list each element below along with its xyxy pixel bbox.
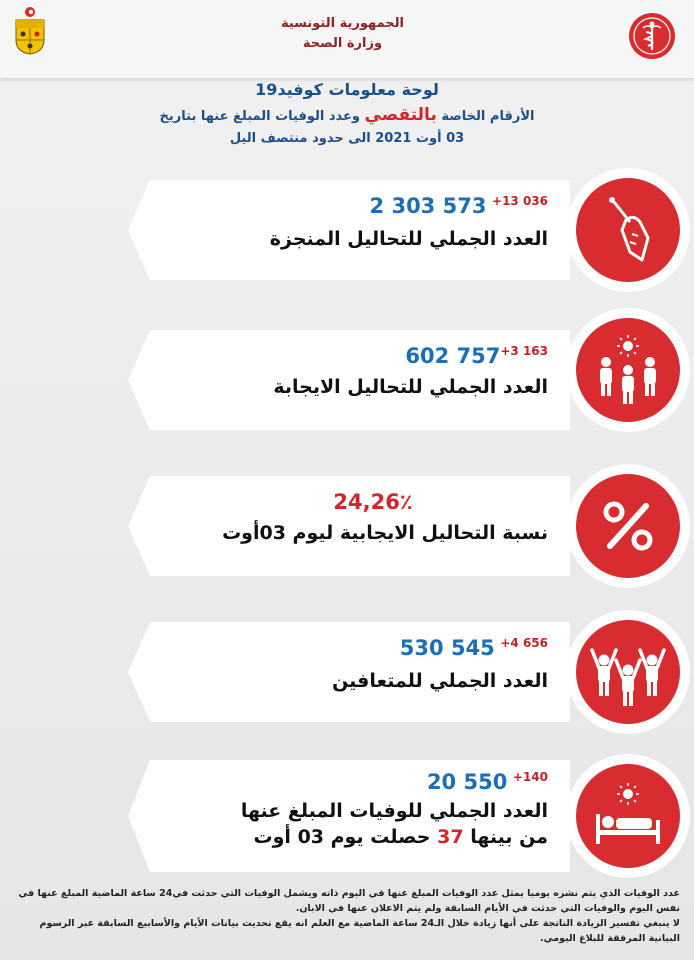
icon-circle <box>566 168 690 292</box>
page-title: لوحة معلومات كوفيد19 <box>255 80 439 99</box>
subtitle <box>0 105 694 125</box>
total-tests-increase: +13 036 <box>492 194 548 208</box>
positive-tests-label: العدد الجملي للتحاليل الايجابة <box>273 376 548 398</box>
republic-name: الجمهورية التونسية <box>280 16 404 31</box>
value-line <box>158 344 548 368</box>
icon-circle <box>566 308 690 432</box>
card-positive-tests <box>128 330 570 430</box>
deaths-label-number: 37 <box>437 826 464 848</box>
positivity-rate-label: نسبة التحاليل الايجابية ليوم 03أوت <box>222 522 548 544</box>
recovered-label: العدد الجملي للمتعافين <box>332 670 548 692</box>
positive-tests-value: 602 757 <box>405 344 501 368</box>
recovered-value: 530 545 <box>399 636 495 660</box>
card-positivity-rate <box>128 476 570 576</box>
hospital-bed-icon <box>576 764 680 868</box>
deaths-value: 20 550 <box>426 770 508 794</box>
card-content <box>158 770 548 850</box>
deaths-label <box>158 798 548 850</box>
tunisia-emblem-icon <box>12 4 48 56</box>
title-block <box>0 78 694 146</box>
icon-circle <box>566 754 690 878</box>
total-tests-label: العدد الجملي للتحاليل المنجزة <box>269 228 548 250</box>
positive-tests-increase: +3 163 <box>500 344 548 358</box>
positivity-rate-value: 24,26٪ <box>333 490 413 514</box>
deaths-label-post: حصلت يوم 03 أوت <box>253 826 438 848</box>
deaths-increase: +140 <box>512 770 548 784</box>
card-content <box>158 490 548 546</box>
people-virus-icon <box>576 318 680 422</box>
ministry-health-logo-icon <box>628 12 676 60</box>
card-content <box>158 636 548 694</box>
header <box>0 0 694 78</box>
card-recovered <box>128 622 570 722</box>
swab-test-icon <box>576 178 680 282</box>
card-content <box>158 194 548 252</box>
report-date: 03 أوت 2021 الى حدود منتصف اليل <box>229 131 465 146</box>
value-line <box>158 194 548 218</box>
value-line <box>158 636 548 660</box>
card-total-tests <box>128 180 570 280</box>
total-tests-value: 2 303 573 <box>369 194 487 218</box>
subtitle-part2: وعدد الوفيات المبلغ عنها بتاريخ <box>159 109 365 124</box>
deaths-label-pre: من بينها <box>463 826 548 848</box>
card-deaths <box>128 760 570 872</box>
deaths-label-line1: العدد الجملي للوفيات المبلغ عنها <box>240 800 548 822</box>
footnote-line2: لا ينبغي تفسير الزيادة الناتجة على أنها زيادة خلال الـ24 ساعة الماضية مع العلم انه يقع تحديث بيانات الأيام والأسابيع السابقة عبر الرسوم البيانية المرفقة للبلاغ اليومي. <box>39 918 680 944</box>
value-line <box>158 770 548 794</box>
icon-circle <box>566 464 690 588</box>
footnote <box>8 886 680 946</box>
deaths-label-line2 <box>158 824 548 850</box>
header-text <box>281 14 404 54</box>
ministry-name: وزارة الصحة <box>302 36 383 51</box>
subtitle-part1: الأرقام الخاصة <box>436 109 535 124</box>
icon-circle <box>566 610 690 734</box>
recovered-increase: +4 656 <box>500 636 548 650</box>
percent-icon <box>576 474 680 578</box>
card-content <box>158 344 548 400</box>
recovered-people-icon <box>576 620 680 724</box>
value-line <box>158 490 548 514</box>
footnote-line1: عدد الوفيات الذي يتم نشره يوميا يمثل عدد الوفيات المبلغ عنها في اليوم ذاته ويشمل الوفيات التي حدثت في24 ساعة الماضية المبلغ عنها في نفس اليوم والوفيات التي حدثت في الأيام السابقة ولم يتم الاعلان عنها في الابان. <box>18 888 680 914</box>
subtitle-highlight: بالتقصي <box>364 105 437 125</box>
